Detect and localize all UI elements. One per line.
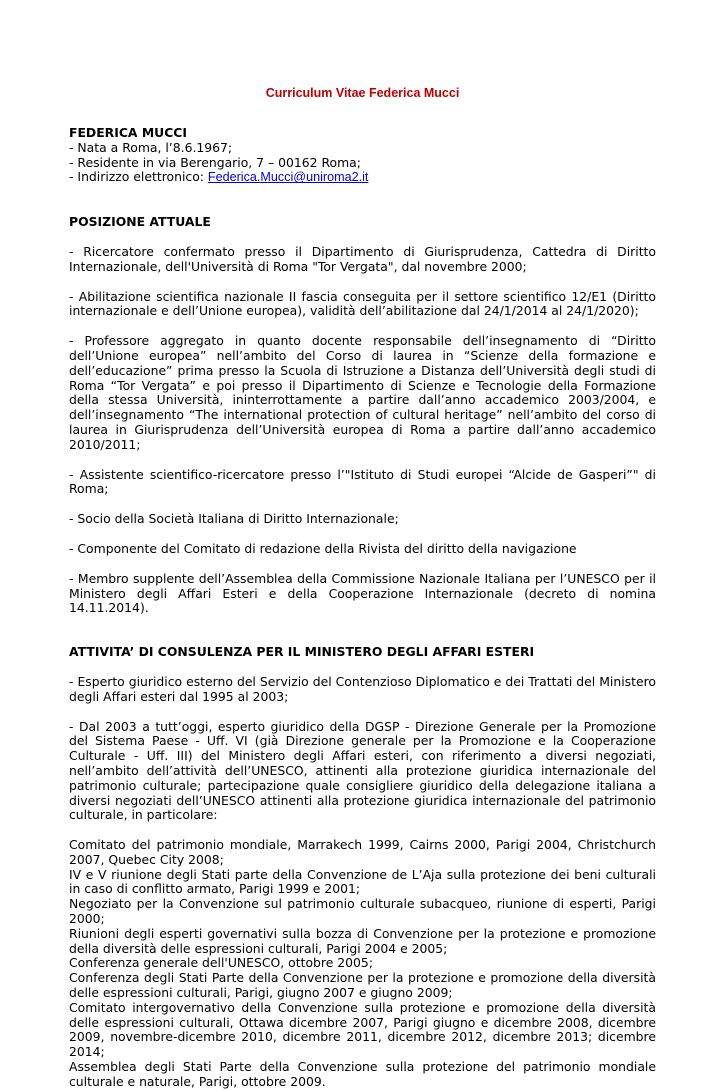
position-item: - Membro supplente dell’Assemblea della Commissione Nazionale Italiana per l’UNESCO per il Ministero degli Affari Esteri e della Cooperazione Internazionale (decreto di nomina 14.11.2014). xyxy=(69,570,656,616)
consulting-item: - Dal 2003 a tutt’oggi, esperto giuridico della DGSP - Direzione Generale per la Promozione del Sistema Paese - Uff. VI (già Direzione generale per la Promozione e la Cooperazione Culturale - Uff. III) del Ministero degli Affari esteri, con riferimento a diversi negoziati, nell’ambito dell’attività dell’UNESCO, attinenti alla protezione giuridica internazionale del patrimonio culturale; partecipazione quale consigliere giuridico della delegazione italiana a diversi negoziati dell’UNESCO attinenti alla protezione giuridica internazionale del patrimonio culturale, in particolare: xyxy=(69,718,656,823)
list-item: Conferenza degli Stati Parte della Convenzione per la protezione e promozione della diversità delle espressioni culturali, Parigi, giugno 2007 e giugno 2009; xyxy=(69,970,656,1001)
list-item: Negoziato per la Convenzione sul patrimonio culturale subacqueo, riunione di esperti, Parigi 2000; xyxy=(69,896,656,927)
email-link[interactable]: Federica.Mucci@uniroma2.it xyxy=(207,170,369,185)
position-item: - Ricercatore confermato presso il Dipartimento di Giurisprudenza, Cattedra di Diritto Internazionale, dell'Università di Roma "Tor Vergata", dal novembre 2000; xyxy=(69,243,656,274)
list-item: Riunioni degli esperti governativi sulla bozza di Convenzione per la protezione e promozione della diversità delle espressioni culturali, Parigi 2004 e 2005; xyxy=(69,925,656,956)
consulting-item: - Esperto giuridico esterno del Servizio del Contenzioso Diplomatico e dei Trattati del Ministero degli Affari esteri dal 1995 al 2003; xyxy=(69,673,656,704)
cv-content xyxy=(69,126,656,1090)
list-item: Assemblea degli Stati Parte della Convenzione sulla protezione del patrimonio mondiale culturale e naturale, Parigi, ottobre 2009. xyxy=(69,1059,656,1089)
birth-line: - Nata a Roma, l’8.6.1967; xyxy=(69,139,233,155)
email-label: - Indirizzo elettronico: xyxy=(69,169,208,185)
list-item: Comitato del patrimonio mondiale, Marrakech 1999, Cairns 2000, Parigi 2004, Christchurch 2007, Quebec City 2008; xyxy=(69,837,656,867)
list-item: Comitato intergovernativo della Convenzione sulla protezione e promozione della diversità delle espressioni culturali, Ottawa dicembre 2007, Parigi giugno e dicembre 2008, dicembre 2009, novembre-dicembre 2010, dicembre 2011, dicembre 2012, dicembre 2013; dicembre 2014; xyxy=(69,999,656,1060)
position-item: - Assistente scientifico-ricercatore presso l’"Istituto di Studi europei “Alcide de Gasperi”" di Roma; xyxy=(69,466,656,497)
list-item: IV e V riunione degli Stati parte della Convenzione de L’Aja sulla protezione dei beni culturali in caso di conflitto armato, Parigi 1999 e 2001; xyxy=(69,866,656,897)
document-title: Curriculum Vitae Federica Mucci xyxy=(265,86,460,100)
negotiations-list xyxy=(69,838,656,1090)
residence-line: - Residente in via Berengario, 7 – 00162 Roma; xyxy=(69,154,361,170)
position-item: - Componente del Comitato di redazione della Rivista del diritto della navigazione xyxy=(69,540,577,556)
email-line xyxy=(69,170,656,185)
section-heading-consulting: ATTIVITA’ DI CONSULENZA PER IL MINISTERO DEGLI AFFARI ESTERI xyxy=(69,644,535,660)
position-item: - Abilitazione scientifica nazionale II fascia conseguita per il settore scientifico 12/E1 (Diritto internazionale e dell’Unione europea), validità dell’abilitazione dal 24/1/2014 al 24/1/2020); xyxy=(69,288,656,319)
person-name: FEDERICA MUCCI xyxy=(69,125,188,140)
position-item: - Professore aggregato in quanto docente responsabile dell’insegnamento di “Diritto dell’Unione europea” nell’ambito del Corso di laurea in “Scienze della formazione e dell’educazione” prima presso la Scuola di Istruzione a Distanza dell’Università degli studi di Roma “Tor Vergata” e poi presso il Dipartimento di Scienze e Tecnologie della Formazione della stessa Università, ininterrottamente a partire dall’anno accademico 2003/2004, e dell’insegnamento “The international protection of cultural heritage” nell’ambito del corso di laurea in Giurisprudenza dell’Università europea di Roma a partire dall’anno accademico 2010/2011; xyxy=(69,333,656,452)
position-item: - Socio della Società Italiana di Diritto Internazionale; xyxy=(69,511,399,527)
list-item: Conferenza generale dell'UNESCO, ottobre 2005; xyxy=(69,955,373,971)
section-heading-current-position: POSIZIONE ATTUALE xyxy=(69,214,211,230)
